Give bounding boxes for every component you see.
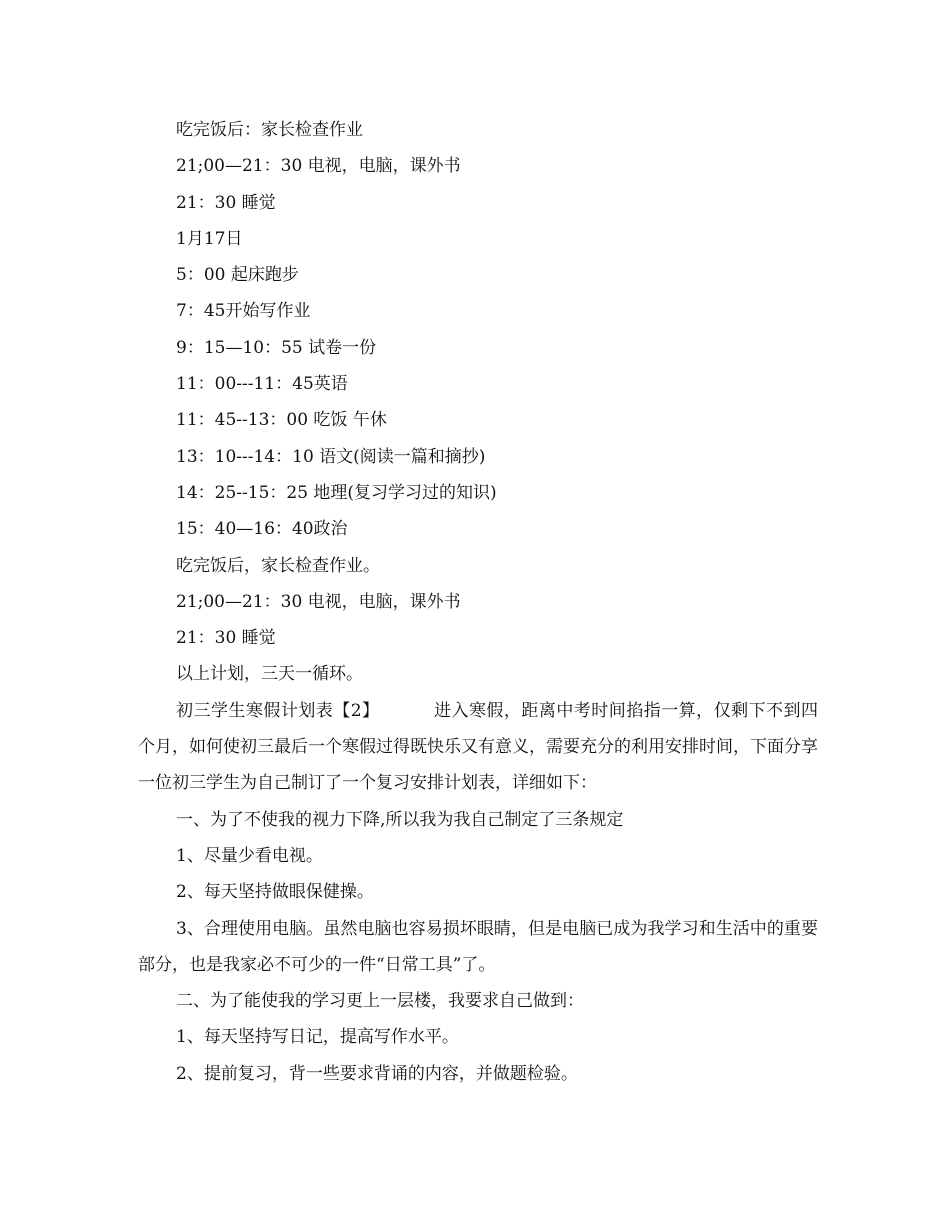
schedule-line: 13：10---14：10 语文(阅读一篇和摘抄) <box>176 446 486 467</box>
document-body <box>138 112 818 1092</box>
schedule-line: 21;00—21：30 电视，电脑，课外书 <box>176 156 461 177</box>
list-item: 2、提前复习，背一些要求背诵的内容，并做题检验。 <box>176 1063 578 1084</box>
schedule-line: 11：45--13：00 吃饭 午休 <box>176 410 387 431</box>
schedule-line: 15：40—16：40政治 <box>176 519 348 540</box>
schedule-line: 11：00---11：45英语 <box>176 374 348 395</box>
schedule-note: 以上计划，三天一循环。 <box>176 664 363 685</box>
list-item: 1、尽量少看电视。 <box>176 845 323 866</box>
list-item: 2、每天坚持做眼保健操。 <box>176 882 374 903</box>
schedule-date: 1月17日 <box>176 228 243 249</box>
section-title: 初三学生寒假计划表【2】 <box>176 700 380 721</box>
intro-text: 进入寒假，距离中考时间掐指一算，仅剩下不到四个月，如何使初三最后一个寒假过得既快乐又有意义，需要充分的利用安排时间，下面分享一位初三学生为自己制订了一个复习安排计划表，详细如下： <box>138 700 818 794</box>
schedule-line: 5：00 起床跑步 <box>176 265 299 286</box>
section-heading: 二、为了能使我的学习更上一层楼，我要求自己做到： <box>176 991 584 1012</box>
list-item: 1、每天坚持写日记，提高写作水平。 <box>176 1027 459 1048</box>
schedule-line: 14：25--15：25 地理(复习学习过的知识) <box>176 482 497 503</box>
intro-paragraph <box>138 693 818 802</box>
schedule-line: 21;00—21：30 电视，电脑，课外书 <box>176 591 461 612</box>
schedule-line: 9：15—10：55 试卷一份 <box>176 337 377 358</box>
section-heading: 一、为了不使我的视力下降,所以我为我自己制定了三条规定 <box>176 809 624 830</box>
schedule-line: 吃完饭后：家长检查作业 <box>176 120 363 140</box>
schedule-line: 21：30 睡觉 <box>176 192 276 213</box>
schedule-line: 21：30 睡觉 <box>176 628 276 649</box>
schedule-line: 7：45开始写作业 <box>176 301 311 322</box>
list-item: 3、合理使用电脑。虽然电脑也容易损坏眼睛，但是电脑已成为我学习和生活中的重要部分，也是我家必不可少的一件“日常工具”了。 <box>138 918 818 975</box>
schedule-line: 吃完饭后，家长检查作业。 <box>176 555 380 576</box>
